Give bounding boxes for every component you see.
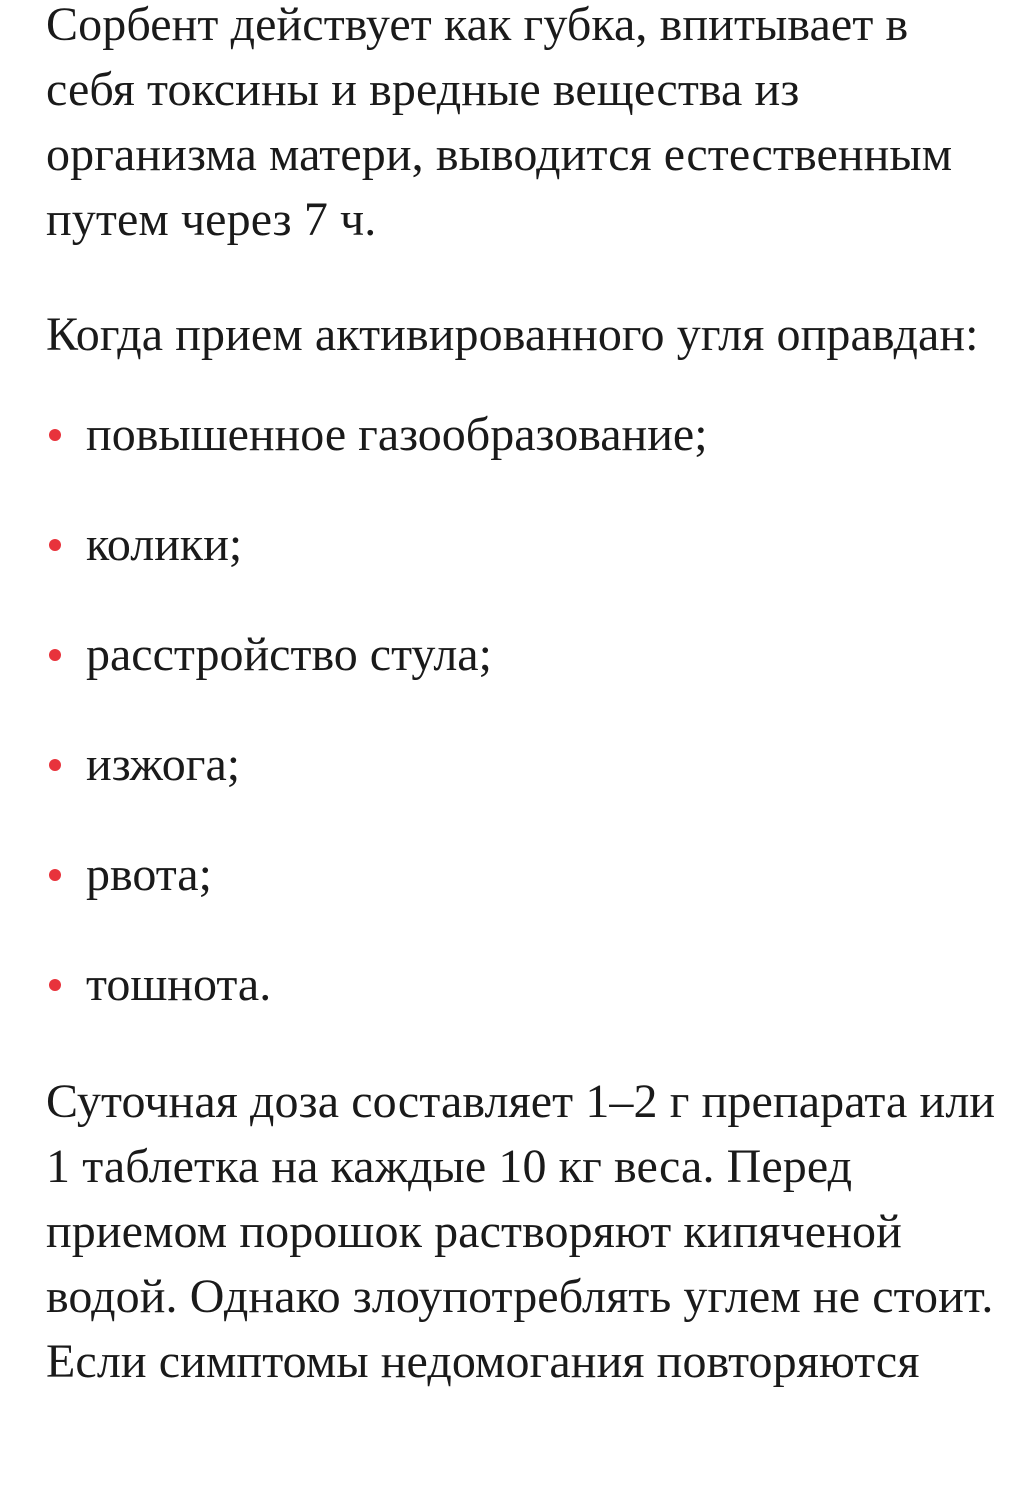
bullet-dot-icon	[49, 539, 61, 551]
paragraph-sorbent-action: Сорбент действует как губка, впитывает в себя токсины и вредные вещества из организма матери, выводится естественным путем через 7 ч.	[46, 0, 953, 246]
bullet-dot-icon	[49, 869, 61, 881]
list-item-text: рвота;	[86, 848, 212, 901]
list-item-text: повышенное газообразование;	[86, 408, 708, 461]
bullet-dot-icon	[49, 979, 61, 991]
symptoms-list	[46, 402, 996, 1062]
list-item-text: изжога;	[86, 738, 241, 791]
paragraph-daily-dose: Суточная доза составляет 1–2 г препарата или 1 таблетка на каждые 10 кг веса. Перед приемом порошок растворяют кипяченой водой. Однако злоупотреблять углем не стоит. Если симптомы недомогания повторяются	[46, 1075, 996, 1388]
list-item	[46, 402, 996, 512]
bullet-dot-icon	[49, 759, 61, 771]
paragraph-when-justified: Когда прием активированного угля оправдан:	[46, 308, 979, 361]
list-item	[46, 622, 996, 732]
article-body	[46, 0, 996, 1394]
list-item-text: колики;	[86, 518, 243, 571]
list-item	[46, 732, 996, 842]
bullet-dot-icon	[49, 429, 61, 441]
list-item-text: расстройство стула;	[86, 628, 492, 681]
bullet-dot-icon	[49, 649, 61, 661]
list-item-text: тошнота.	[86, 958, 272, 1011]
list-item	[46, 952, 996, 1062]
list-item	[46, 512, 996, 622]
list-item	[46, 842, 996, 952]
